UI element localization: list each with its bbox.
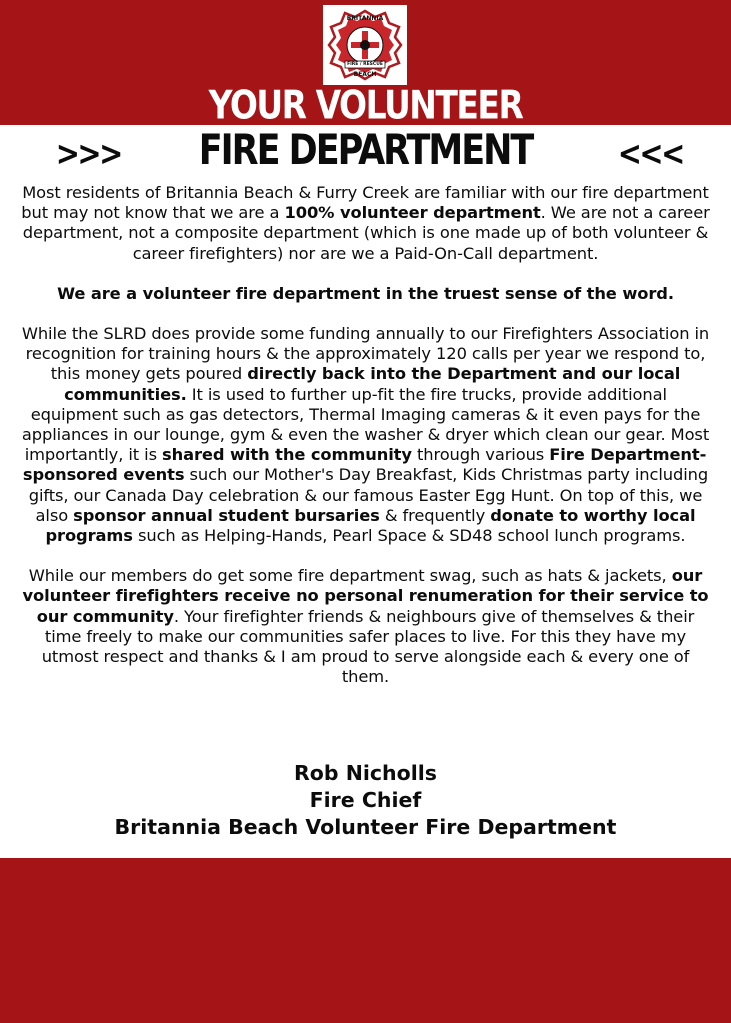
chevrons-left-icon: <<< [617,134,683,174]
logo-bottom-text: BEACH [353,71,377,78]
signature-name: Rob Nicholls [294,761,437,785]
bold-span: 100% volunteer department [284,203,541,223]
bold-span: We are a volunteer fire department in the truest sense of the word. [57,283,674,303]
text-span: . We are not a career department, not a composite department (which is one made up of both volunteer & career firefighters) nor are we a Paid-On-Call department. [22,203,710,263]
text-span: such as Helping-Hands, Pearl Space & SD48 school lunch programs. [132,526,686,546]
text-span: & frequently [379,505,491,525]
signature-organization: Britannia Beach Volunteer Fire Department [114,815,617,839]
letter-body [18,183,713,687]
bold-span: directly back into the Department and our local communities. [64,364,681,404]
paragraph-intro [18,183,713,264]
bold-span: donate to worthy local programs [45,505,696,546]
bold-span: sponsor annual student bursaries [73,505,380,525]
signature-block [0,760,731,841]
title-your-volunteer: YOUR VOLUNTEER [208,82,523,129]
logo-banner-text: FIRE / RESCUE [347,62,383,67]
paragraph-truest-sense [18,284,713,304]
paragraph-funding [18,324,713,546]
text-span: such our Mother's Day Breakfast, Kids Christmas party including gifts, our Canada Day celebration & our famous Easter Egg Hunt. On top of this, we also [28,465,709,525]
title-fire-department: FIRE DEPARTMENT [198,127,533,175]
text-span: It is used to further up-fit the fire trucks, provide additional equipment such as gas detectors, Thermal Imaging cameras & it even pays for the appliances in our lounge, gym & even the washer & dryer which clean our gear. Most importantly, it is [21,384,710,465]
signature-title: Fire Chief [309,788,422,812]
text-span: . Your firefighter friends & neighbours give of themselves & their time freely to make our communities safer places to live. For this they have my utmost respect and thanks & I am proud to serve alongside each & every one of them. [41,606,695,687]
bold-span: shared with the community [162,445,412,465]
text-span: While the SLRD does provide some funding annually to our Firefighters Association in recognition for training hours & the approximately 120 calls per year we respond to, this money gets poured [21,324,710,384]
text-span: While our members do get some fire department swag, such as hats & jackets, [28,566,672,586]
logo-top-text: BRITANNIA [346,15,384,22]
text-span: through various [411,445,550,465]
bold-span: Fire Department-sponsored events [22,445,707,485]
text-span: Most residents of Britannia Beach & Furry Creek are familiar with our fire department but may not know that we are a [21,183,709,223]
paragraph-volunteers [18,566,713,687]
chevrons-right-icon: >>> [55,134,121,174]
bottom-red-band [0,858,731,1023]
bold-span: our volunteer firefighters receive no personal renumeration for their service to our community [22,566,709,626]
fire-department-logo [323,5,407,85]
